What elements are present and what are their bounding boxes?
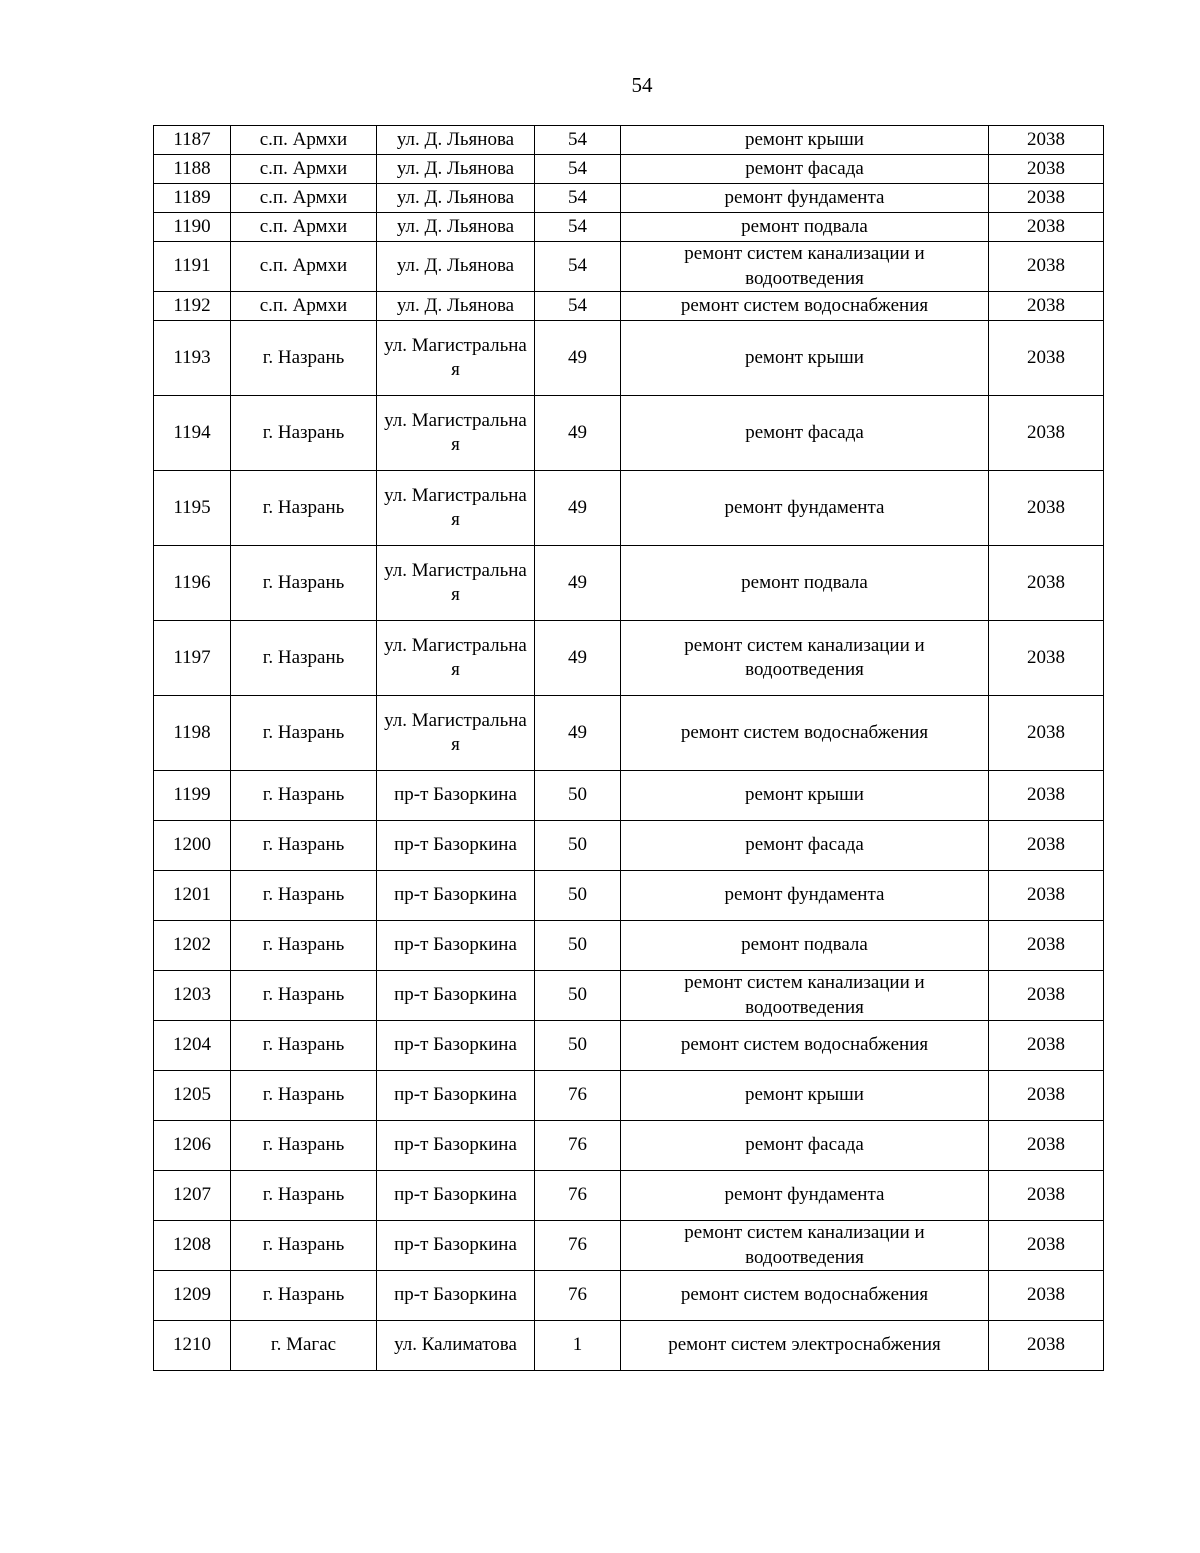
street-cell: пр-т Базоркина [377, 871, 535, 921]
year-cell: 2038 [989, 1121, 1104, 1171]
year-cell: 2038 [989, 396, 1104, 471]
year-cell: 2038 [989, 1021, 1104, 1071]
work-type-cell: ремонт крыши [621, 126, 989, 155]
house-cell: 54 [535, 126, 621, 155]
house-cell: 49 [535, 321, 621, 396]
settlement-cell: г. Назрань [231, 1071, 377, 1121]
settlement-cell: с.п. Армхи [231, 242, 377, 292]
street-cell: ул. Д. Льянова [377, 126, 535, 155]
street-cell: пр-т Базоркина [377, 771, 535, 821]
table-row [154, 242, 1104, 292]
house-cell: 49 [535, 396, 621, 471]
work-type-cell: ремонт систем водоснабжения [621, 292, 989, 321]
work-type-cell: ремонт фасада [621, 821, 989, 871]
row-number: 1196 [154, 546, 231, 621]
year-cell: 2038 [989, 771, 1104, 821]
work-type-cell: ремонт систем канализации и водоотведения [621, 621, 989, 696]
row-number: 1197 [154, 621, 231, 696]
settlement-cell: г. Назрань [231, 871, 377, 921]
year-cell: 2038 [989, 1071, 1104, 1121]
row-number: 1207 [154, 1171, 231, 1221]
settlement-cell: г. Назрань [231, 821, 377, 871]
year-cell: 2038 [989, 213, 1104, 242]
house-cell: 1 [535, 1321, 621, 1371]
year-cell: 2038 [989, 126, 1104, 155]
house-cell: 54 [535, 292, 621, 321]
street-cell: ул. Магистральна я [377, 471, 535, 546]
settlement-cell: с.п. Армхи [231, 184, 377, 213]
table-row [154, 292, 1104, 321]
work-type-cell: ремонт фундамента [621, 871, 989, 921]
year-cell: 2038 [989, 546, 1104, 621]
house-cell: 54 [535, 242, 621, 292]
settlement-cell: с.п. Армхи [231, 155, 377, 184]
settlement-cell: г. Назрань [231, 971, 377, 1021]
year-cell: 2038 [989, 621, 1104, 696]
table-row [154, 1321, 1104, 1371]
house-cell: 50 [535, 971, 621, 1021]
row-number: 1191 [154, 242, 231, 292]
street-cell: ул. Д. Льянова [377, 242, 535, 292]
table-row [154, 126, 1104, 155]
table-row [154, 696, 1104, 771]
year-cell: 2038 [989, 471, 1104, 546]
table-row [154, 471, 1104, 546]
street-cell: ул. Магистральна я [377, 396, 535, 471]
row-number: 1199 [154, 771, 231, 821]
settlement-cell: г. Назрань [231, 1271, 377, 1321]
row-number: 1205 [154, 1071, 231, 1121]
house-cell: 50 [535, 921, 621, 971]
work-type-cell: ремонт подвала [621, 546, 989, 621]
row-number: 1206 [154, 1121, 231, 1171]
settlement-cell: г. Назрань [231, 471, 377, 546]
settlement-cell: г. Магас [231, 1321, 377, 1371]
row-number: 1201 [154, 871, 231, 921]
settlement-cell: г. Назрань [231, 546, 377, 621]
house-cell: 50 [535, 821, 621, 871]
street-cell: пр-т Базоркина [377, 1271, 535, 1321]
street-cell: ул. Магистральна я [377, 546, 535, 621]
street-cell: пр-т Базоркина [377, 1071, 535, 1121]
work-type-cell: ремонт фасада [621, 1121, 989, 1171]
street-cell: пр-т Базоркина [377, 1021, 535, 1071]
work-type-cell: ремонт систем канализации и водоотведения [621, 1221, 989, 1271]
work-type-cell: ремонт систем водоснабжения [621, 696, 989, 771]
work-type-cell: ремонт подвала [621, 921, 989, 971]
table-row [154, 396, 1104, 471]
work-type-cell: ремонт фасада [621, 396, 989, 471]
row-number: 1192 [154, 292, 231, 321]
settlement-cell: г. Назрань [231, 621, 377, 696]
year-cell: 2038 [989, 184, 1104, 213]
row-number: 1195 [154, 471, 231, 546]
settlement-cell: с.п. Армхи [231, 126, 377, 155]
work-type-cell: ремонт крыши [621, 771, 989, 821]
table-row [154, 1221, 1104, 1271]
row-number: 1208 [154, 1221, 231, 1271]
street-cell: пр-т Базоркина [377, 921, 535, 971]
table-row [154, 821, 1104, 871]
house-cell: 50 [535, 1021, 621, 1071]
house-cell: 76 [535, 1271, 621, 1321]
table-row [154, 621, 1104, 696]
year-cell: 2038 [989, 1171, 1104, 1221]
house-cell: 54 [535, 155, 621, 184]
year-cell: 2038 [989, 921, 1104, 971]
work-type-cell: ремонт крыши [621, 1071, 989, 1121]
work-type-cell: ремонт крыши [621, 321, 989, 396]
row-number: 1203 [154, 971, 231, 1021]
street-cell: пр-т Базоркина [377, 1171, 535, 1221]
house-cell: 49 [535, 621, 621, 696]
house-cell: 49 [535, 546, 621, 621]
street-cell: ул. Д. Льянова [377, 155, 535, 184]
street-cell: ул. Д. Льянова [377, 213, 535, 242]
row-number: 1202 [154, 921, 231, 971]
year-cell: 2038 [989, 321, 1104, 396]
settlement-cell: г. Назрань [231, 1121, 377, 1171]
year-cell: 2038 [989, 1321, 1104, 1371]
row-number: 1190 [154, 213, 231, 242]
street-cell: пр-т Базоркина [377, 821, 535, 871]
house-cell: 54 [535, 213, 621, 242]
table-row [154, 184, 1104, 213]
row-number: 1189 [154, 184, 231, 213]
row-number: 1193 [154, 321, 231, 396]
house-cell: 76 [535, 1171, 621, 1221]
work-type-cell: ремонт фундамента [621, 471, 989, 546]
settlement-cell: г. Назрань [231, 1171, 377, 1221]
table-row [154, 871, 1104, 921]
table-row [154, 1071, 1104, 1121]
street-cell: ул. Д. Льянова [377, 184, 535, 213]
row-number: 1198 [154, 696, 231, 771]
work-type-cell: ремонт систем канализации и водоотведения [621, 971, 989, 1021]
street-cell: ул. Магистральна я [377, 321, 535, 396]
work-type-cell: ремонт систем водоснабжения [621, 1021, 989, 1071]
street-cell: пр-т Базоркина [377, 1221, 535, 1271]
house-cell: 76 [535, 1071, 621, 1121]
work-type-cell: ремонт фундамента [621, 184, 989, 213]
row-number: 1210 [154, 1321, 231, 1371]
work-type-cell: ремонт подвала [621, 213, 989, 242]
table-row [154, 546, 1104, 621]
year-cell: 2038 [989, 155, 1104, 184]
year-cell: 2038 [989, 1221, 1104, 1271]
year-cell: 2038 [989, 971, 1104, 1021]
year-cell: 2038 [989, 242, 1104, 292]
table-row [154, 155, 1104, 184]
repair-schedule-table [153, 125, 1104, 1371]
house-cell: 49 [535, 471, 621, 546]
year-cell: 2038 [989, 696, 1104, 771]
house-cell: 50 [535, 871, 621, 921]
year-cell: 2038 [989, 821, 1104, 871]
street-cell: ул. Д. Льянова [377, 292, 535, 321]
settlement-cell: г. Назрань [231, 1221, 377, 1271]
table-row [154, 213, 1104, 242]
table-row [154, 921, 1104, 971]
page-number: 54 [631, 73, 653, 97]
row-number: 1200 [154, 821, 231, 871]
settlement-cell: г. Назрань [231, 1021, 377, 1071]
street-cell: пр-т Базоркина [377, 971, 535, 1021]
street-cell: ул. Магистральна я [377, 621, 535, 696]
work-type-cell: ремонт систем водоснабжения [621, 1271, 989, 1321]
settlement-cell: г. Назрань [231, 921, 377, 971]
table-row [154, 1171, 1104, 1221]
settlement-cell: г. Назрань [231, 396, 377, 471]
settlement-cell: г. Назрань [231, 321, 377, 396]
settlement-cell: г. Назрань [231, 696, 377, 771]
work-type-cell: ремонт систем электроснабжения [621, 1321, 989, 1371]
work-type-cell: ремонт фасада [621, 155, 989, 184]
year-cell: 2038 [989, 1271, 1104, 1321]
house-cell: 76 [535, 1121, 621, 1171]
table-row [154, 321, 1104, 396]
row-number: 1194 [154, 396, 231, 471]
house-cell: 76 [535, 1221, 621, 1271]
table-row [154, 971, 1104, 1021]
table-row [154, 1021, 1104, 1071]
row-number: 1188 [154, 155, 231, 184]
settlement-cell: г. Назрань [231, 771, 377, 821]
house-cell: 50 [535, 771, 621, 821]
row-number: 1187 [154, 126, 231, 155]
year-cell: 2038 [989, 871, 1104, 921]
row-number: 1209 [154, 1271, 231, 1321]
street-cell: ул. Калиматова [377, 1321, 535, 1371]
house-cell: 49 [535, 696, 621, 771]
row-number: 1204 [154, 1021, 231, 1071]
work-type-cell: ремонт фундамента [621, 1171, 989, 1221]
work-type-cell: ремонт систем канализации и водоотведения [621, 242, 989, 292]
street-cell: пр-т Базоркина [377, 1121, 535, 1171]
year-cell: 2038 [989, 292, 1104, 321]
settlement-cell: с.п. Армхи [231, 213, 377, 242]
table-row [154, 1121, 1104, 1171]
house-cell: 54 [535, 184, 621, 213]
street-cell: ул. Магистральна я [377, 696, 535, 771]
settlement-cell: с.п. Армхи [231, 292, 377, 321]
table-row [154, 1271, 1104, 1321]
table-row [154, 771, 1104, 821]
